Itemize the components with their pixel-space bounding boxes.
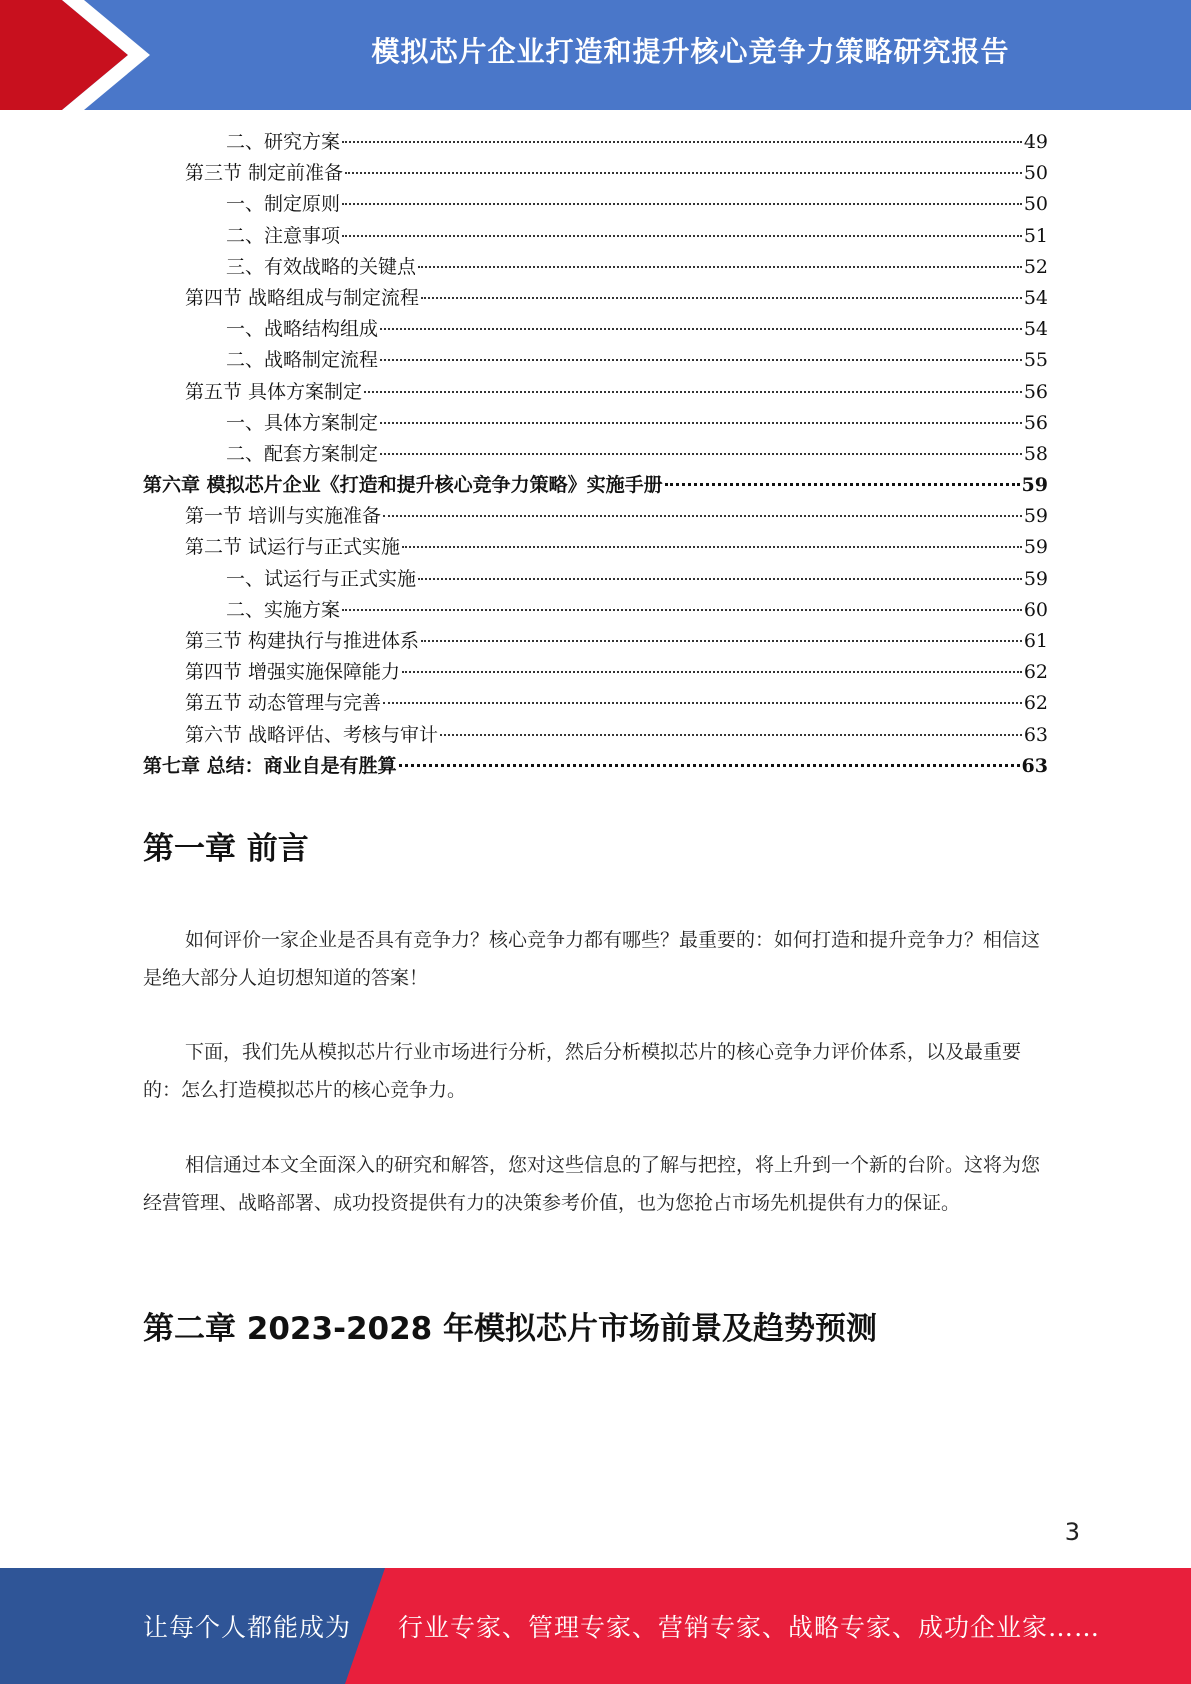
toc-entry-page: 54	[1023, 286, 1048, 309]
toc-section-entry[interactable]	[143, 720, 1048, 751]
paragraph: 如何评价一家企业是否具有竞争力？核心竞争力都有哪些？最重要的：如何打造和提升竞争力？相信这是绝大部分人迫切想知道的答案！	[143, 929, 1041, 989]
toc-entry-page: 59	[1021, 474, 1048, 497]
toc-entry-page: 59	[1023, 505, 1048, 528]
paragraph: 下面，我们先从模拟芯片行业市场进行分析，然后分析模拟芯片的核心竞争力评价体系，以及最重要的：怎么打造模拟芯片的核心竞争力。	[143, 1041, 1022, 1101]
toc-dot-leader	[380, 453, 1022, 455]
toc-entry-page: 58	[1023, 442, 1048, 465]
toc-section-entry[interactable]	[143, 657, 1048, 688]
toc-dot-leader	[421, 640, 1022, 642]
toc-entry-label: 第二节 试运行与正式实施	[185, 536, 401, 559]
toc-entry-label: 一、战略结构组成	[226, 318, 379, 341]
toc-section-entry[interactable]	[143, 377, 1048, 408]
toc-subsection-entry[interactable]	[143, 408, 1048, 439]
toc-entry-label: 二、实施方案	[226, 598, 341, 621]
toc-entry-page: 52	[1023, 255, 1048, 278]
toc-entry-label: 三、有效战略的关键点	[226, 255, 417, 278]
toc-entry-label: 第六节 战略评估、考核与审计	[185, 723, 439, 746]
toc-entry-label: 一、试运行与正式实施	[226, 567, 417, 590]
toc-dot-leader	[383, 515, 1022, 517]
toc-entry-label: 第五节 动态管理与完善	[185, 692, 382, 715]
footer-slogan-left: 让每个人都能成为	[143, 1613, 352, 1642]
toc-entry-page: 59	[1023, 567, 1048, 590]
footer-slogan-right: 行业专家、管理专家、营销专家、战略专家、成功企业家……	[398, 1613, 1101, 1642]
toc-dot-leader	[418, 266, 1022, 268]
toc-dot-leader	[364, 391, 1022, 393]
toc-entry-label: 第七章 总结：商业自是有胜算	[143, 754, 397, 777]
toc-entry-page: 61	[1023, 630, 1048, 652]
toc-dot-leader	[399, 764, 1020, 767]
toc-subsection-entry[interactable]	[143, 439, 1048, 470]
document-title: 模拟芯片企业打造和提升核心竞争力策略研究报告	[371, 35, 1010, 68]
toc-entry-label: 第一节 培训与实施准备	[185, 505, 382, 528]
toc-chapter-entry[interactable]	[143, 470, 1048, 501]
toc-subsection-entry[interactable]	[143, 595, 1048, 626]
toc-dot-leader	[345, 172, 1022, 174]
toc-dot-leader	[380, 422, 1022, 424]
toc-entry-label: 二、战略制定流程	[226, 349, 379, 372]
toc-dot-leader	[402, 546, 1022, 548]
toc-entry-page: 56	[1023, 380, 1048, 403]
toc-entry-page: 54	[1023, 318, 1048, 341]
toc-entry-label: 第五节 具体方案制定	[185, 380, 363, 403]
footer-banner	[0, 1568, 1191, 1684]
toc-dot-leader	[402, 671, 1022, 673]
toc-entry-page: 59	[1023, 536, 1048, 559]
toc-entry-label: 二、研究方案	[226, 131, 341, 153]
toc-entry-page: 63	[1021, 754, 1048, 777]
toc-chapter-entry[interactable]	[143, 751, 1048, 782]
toc-entry-page: 49	[1023, 131, 1048, 153]
toc-entry-label: 二、配套方案制定	[226, 442, 379, 465]
toc-subsection-entry[interactable]	[143, 221, 1048, 252]
toc-entry-page: 63	[1023, 723, 1048, 746]
header-banner	[0, 0, 1191, 110]
toc-dot-leader	[380, 359, 1022, 361]
toc-section-entry[interactable]	[143, 626, 1048, 657]
toc-subsection-entry[interactable]	[143, 564, 1048, 595]
chapter-heading-forecast: 第二章 2023-2028 年模拟芯片市场前景及趋势预测	[143, 1311, 878, 1347]
toc-section-entry[interactable]	[143, 283, 1048, 314]
toc-subsection-entry[interactable]	[143, 252, 1048, 283]
toc-dot-leader	[383, 702, 1022, 704]
table-of-contents	[143, 127, 1048, 782]
toc-entry-page: 55	[1023, 349, 1048, 372]
toc-dot-leader	[418, 578, 1022, 580]
toc-entry-page: 50	[1023, 193, 1048, 216]
toc-subsection-entry[interactable]	[143, 189, 1048, 220]
toc-entry-label: 第四节 增强实施保障能力	[185, 661, 401, 684]
toc-dot-leader	[342, 235, 1022, 237]
toc-dot-leader	[440, 734, 1022, 736]
toc-section-entry[interactable]	[143, 532, 1048, 563]
toc-dot-leader	[421, 297, 1022, 299]
toc-entry-label: 一、具体方案制定	[226, 411, 379, 434]
toc-entry-label: 第三节 制定前准备	[185, 162, 344, 185]
toc-entry-label: 第三节 构建执行与推进体系	[185, 630, 420, 652]
toc-entry-label: 一、制定原则	[226, 193, 341, 216]
paragraph: 相信通过本文全面深入的研究和解答，您对这些信息的了解与把控，将上升到一个新的台阶。这将为您经营管理、战略部署、成功投资提供有力的决策参考价值，也为您抢占市场先机提供有力的保证。	[143, 1154, 1041, 1214]
toc-entry-page: 51	[1023, 224, 1048, 247]
toc-subsection-entry[interactable]	[143, 345, 1048, 376]
toc-entry-page: 62	[1023, 661, 1048, 684]
toc-subsection-entry[interactable]	[143, 127, 1048, 158]
page-number: 3	[1064, 1518, 1080, 1546]
toc-dot-leader	[380, 328, 1022, 330]
chapter-heading-preface: 第一章 前言	[143, 831, 309, 867]
toc-dot-leader	[342, 203, 1022, 205]
toc-entry-label: 第六章 模拟芯片企业《打造和提升核心竞争力策略》实施手册	[143, 474, 663, 497]
toc-section-entry[interactable]	[143, 688, 1048, 719]
toc-entry-label: 二、注意事项	[226, 224, 341, 247]
toc-entry-page: 56	[1023, 411, 1048, 434]
toc-entry-label: 第四节 战略组成与制定流程	[185, 286, 420, 309]
toc-section-entry[interactable]	[143, 158, 1048, 189]
toc-entry-page: 50	[1023, 162, 1048, 185]
toc-section-entry[interactable]	[143, 501, 1048, 532]
toc-dot-leader	[342, 609, 1022, 611]
toc-subsection-entry[interactable]	[143, 314, 1048, 345]
toc-entry-page: 60	[1023, 598, 1048, 621]
toc-entry-page: 62	[1023, 692, 1048, 715]
toc-dot-leader	[665, 483, 1020, 486]
toc-dot-leader	[342, 141, 1022, 143]
